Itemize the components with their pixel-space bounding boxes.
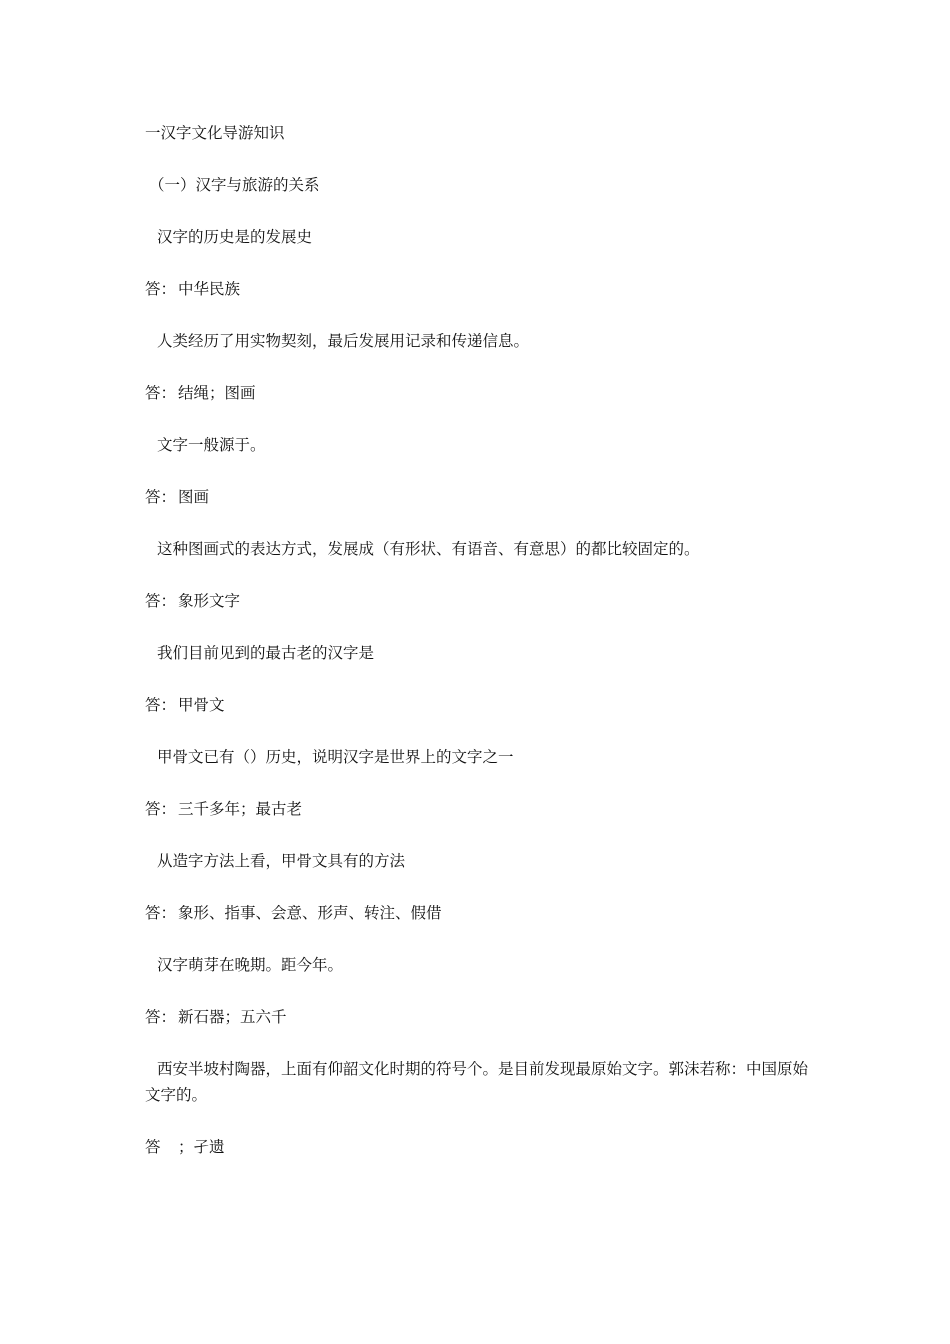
question-text: 人类经历了用实物契刻，最后发展用记录和传递信息。 <box>157 332 530 350</box>
answer-line <box>145 484 817 510</box>
question-text: 从造字方法上看，甲骨文具有的方法 <box>157 852 406 870</box>
question-text: 甲骨文已有（）历史，说明汉字是世界上的文字之一 <box>157 748 514 766</box>
question-text: 汉字的历史是的发展史 <box>157 228 313 246</box>
answer-label: 答 <box>145 1138 161 1156</box>
answer-label: 答： <box>145 1008 177 1026</box>
document-page <box>145 120 817 1186</box>
answer-text: ；孑遗 <box>178 1138 225 1156</box>
document-title: 一汉字文化导游知识 <box>145 124 285 142</box>
question-text: 汉字萌芽在晚期。距今年。 <box>157 956 344 974</box>
answer-line <box>145 380 817 406</box>
question-text: 我们目前见到的最古老的汉字是 <box>157 644 375 662</box>
answer-text: 结绳；图画 <box>178 384 256 402</box>
section-heading: （一）汉字与旅游的关系 <box>149 176 320 194</box>
answer-text: 象形、指事、会意、形声、转注、假借 <box>178 904 442 922</box>
answer-label: 答： <box>145 384 177 402</box>
answer-line <box>145 1004 817 1030</box>
question-text: 文字一般源于。 <box>157 436 266 454</box>
answer-label: 答： <box>145 592 177 610</box>
answer-line <box>145 1134 817 1160</box>
answer-text: 中华民族 <box>178 280 241 298</box>
answer-label: 答： <box>145 800 177 818</box>
answer-line <box>145 588 817 614</box>
answer-text: 甲骨文 <box>178 696 225 714</box>
answer-line <box>145 796 817 822</box>
answer-text: 三千多年；最古老 <box>178 800 303 818</box>
question-text: 这种图画式的表达方式，发展成（有形状、有语音、有意思）的都比较固定的。 <box>157 540 700 558</box>
answer-text: 象形文字 <box>178 592 241 610</box>
answer-line <box>145 900 817 926</box>
answer-line <box>145 692 817 718</box>
answer-text: 新石器；五六千 <box>178 1008 287 1026</box>
answer-label: 答： <box>145 488 177 506</box>
question-text: 西安半坡村陶器，上面有仰韶文化时期的符号个。是目前发现最原始文字。郭沫若称：中国原始文字的。 <box>145 1060 809 1104</box>
answer-label: 答： <box>145 696 177 714</box>
answer-text: 图画 <box>178 488 210 506</box>
answer-label: 答： <box>145 904 177 922</box>
answer-line <box>145 276 817 302</box>
answer-label: 答： <box>145 280 177 298</box>
